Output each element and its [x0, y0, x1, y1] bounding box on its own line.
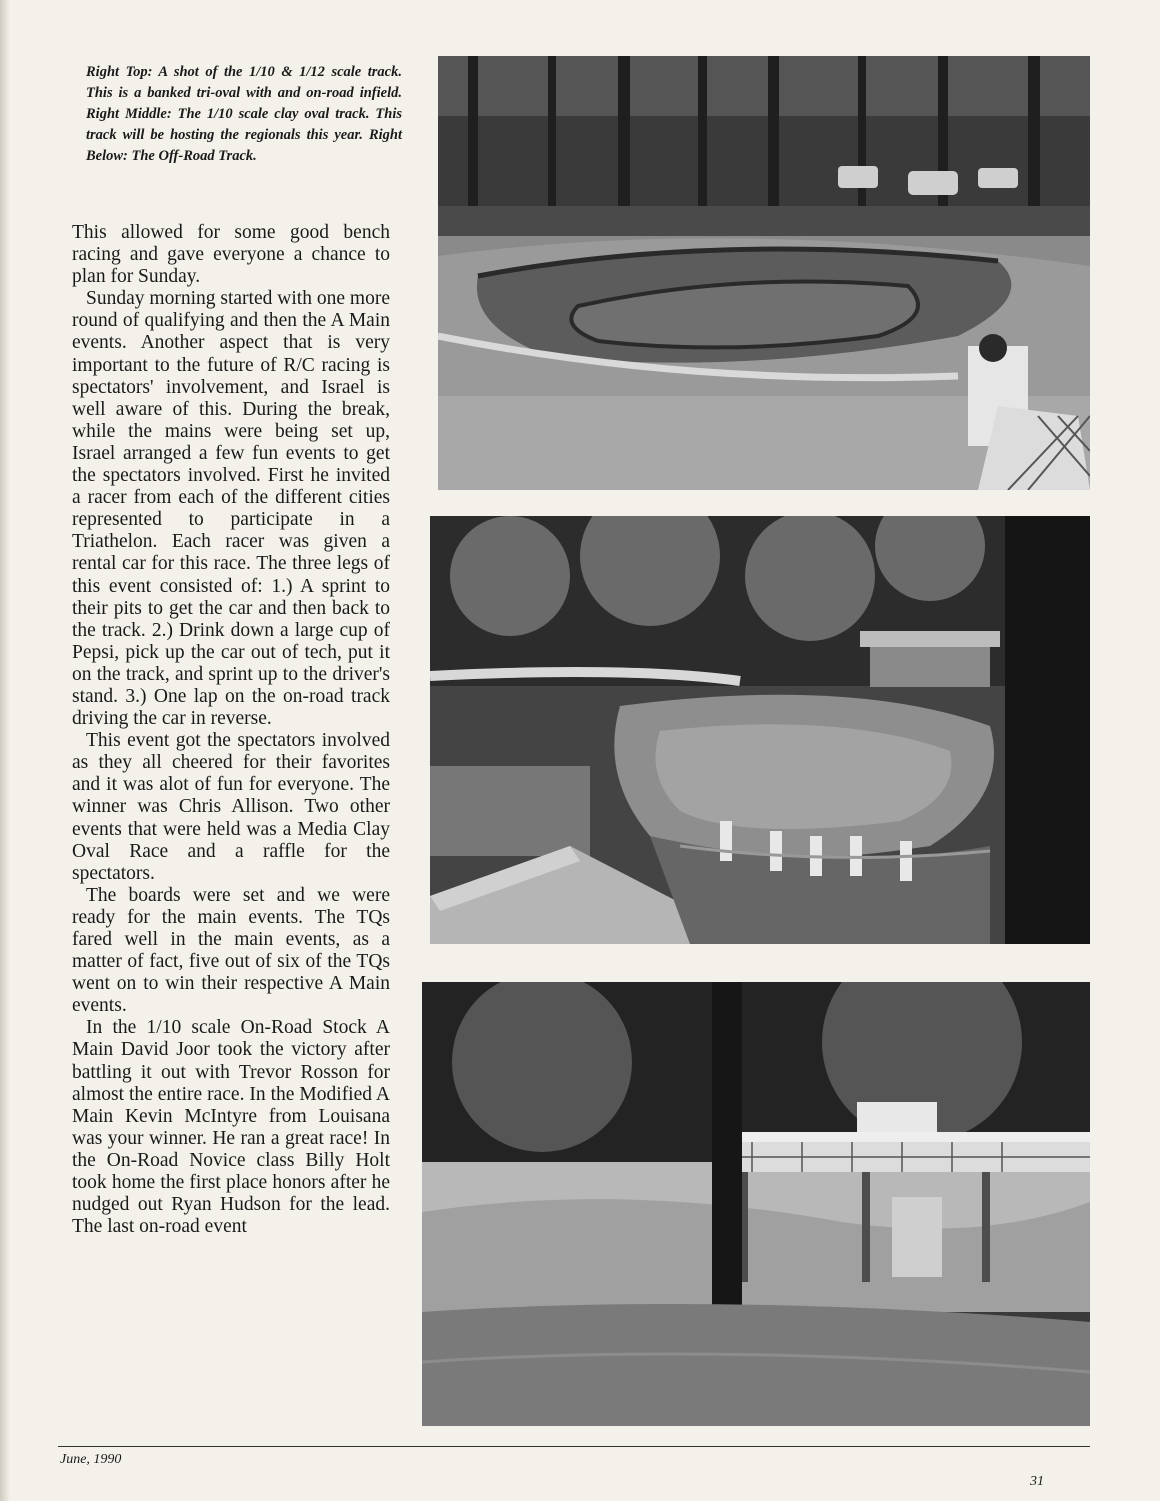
photo-onroad-trioval-track — [438, 56, 1090, 490]
paragraph-2: Sunday morning started with one more round of qualifying and then the A Main events. Another aspect that is very important to the future of R/C racing is spectators' involvement, and Israel is well aware of this. During the break, while the mains were being set up, Israel arranged a few fun events to get the spectators involved. First he invited a racer from each of the different cities represented to participate in a Triathelon. Each racer was given a rental car for this race. The three legs of this event consisted of: 1.) A sprint to their pits to get the car and then back to the track. 2.) Drink down a large cup of Pepsi, pick up the car out of tech, put it on the track, and sprint up to the driver's stand. 3.) One lap on the on-road track driving the car in reverse. — [72, 288, 390, 730]
issue-date: June, 1990 — [60, 1452, 122, 1467]
photo-clay-oval-track — [430, 516, 1090, 944]
page-binding-shadow — [0, 0, 10, 1501]
photo-caption: Right Top: A shot of the 1/10 & 1/12 scale track. This is a banked tri-oval with and on-road infield. Right Middle: The 1/10 scale clay oval track. This track will be hosting the regionals this year. Right Below: The Off-Road Track. — [86, 64, 402, 164]
photo-offroad-track — [422, 982, 1090, 1426]
paragraph-3: This event got the spectators involved as they all cheered for their favorites and it was alot of fun for everyone. The winner was Chris Allison. Two other events that were held was a Media Clay Oval Race and a raffle for the spectators. — [72, 730, 390, 884]
paragraph-5: In the 1/10 scale On-Road Stock A Main David Joor took the victory after battling it out with Trevor Rosson for almost the entire race. In the Modified A Main Kevin McIntyre from Louisana was your winner. He ran a great race! In the On-Road Novice class Billy Holt took home the first place honors after he nudged out Ryan Hudson for the lead. The last on-road event — [72, 1017, 390, 1238]
photo-clay-oval-image — [430, 516, 1090, 944]
article-body — [72, 222, 390, 1238]
paragraph-4: The boards were set and we were ready for the main events. The TQs fared well in the main events, as a matter of fact, five out of six of the TQs went on to win their respective A Main events. — [72, 884, 390, 1017]
footer-rule — [58, 1446, 1090, 1447]
paragraph-1: This allowed for some good bench racing and gave everyone a chance to plan for Sunday. — [72, 222, 390, 288]
photo-onroad-trioval-image — [438, 56, 1090, 490]
page-number: 31 — [1030, 1474, 1044, 1489]
photo-offroad-image — [422, 982, 1090, 1426]
